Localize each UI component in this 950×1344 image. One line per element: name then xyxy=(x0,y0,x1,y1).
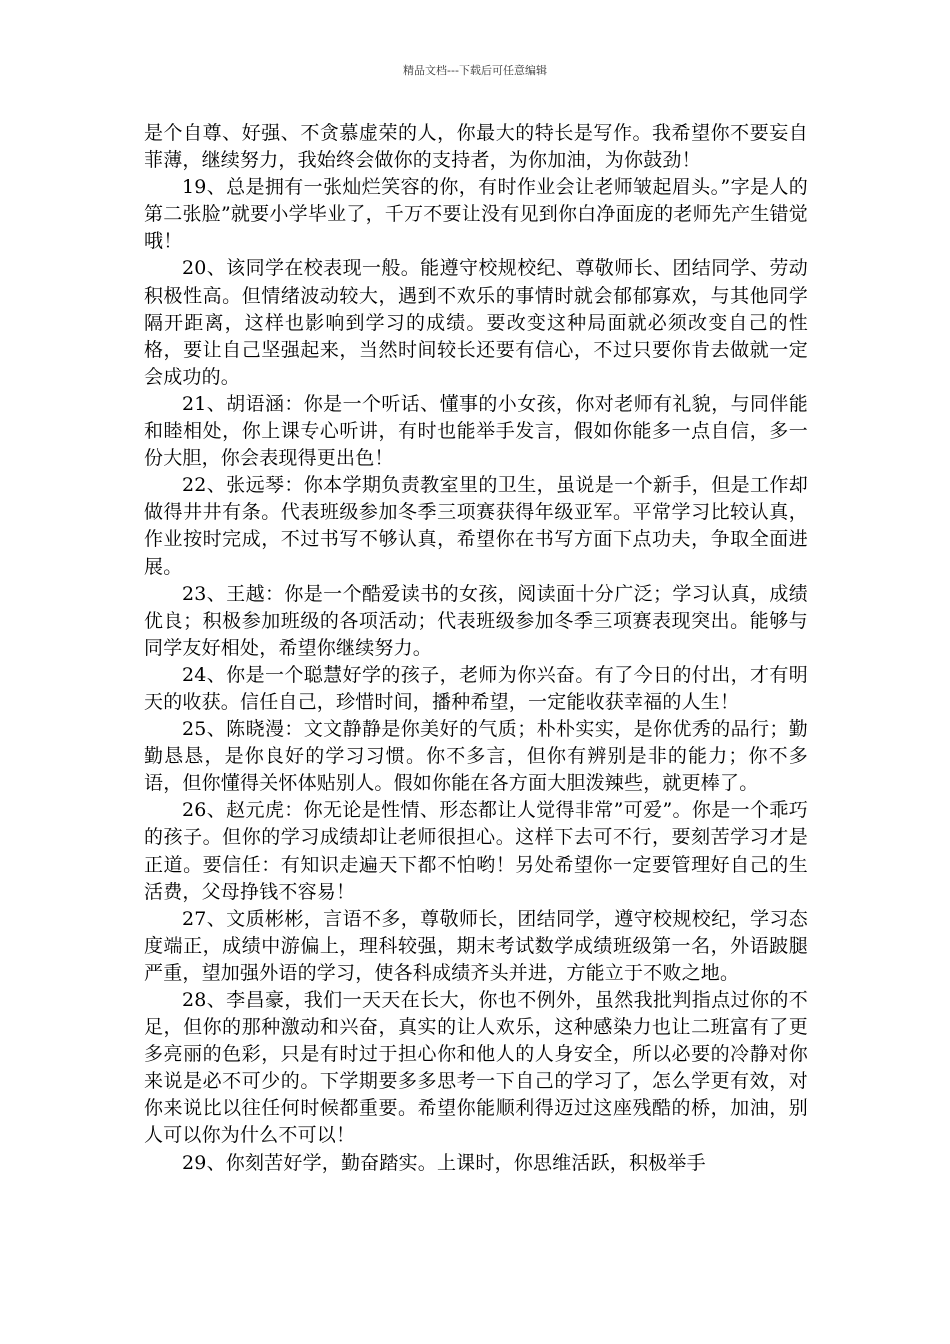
page-header: 精品文档---下载后可任意编辑 xyxy=(403,64,547,77)
paragraph-27: 27、文质彬彬，言语不多，尊敬师长，团结同学，遵守校规校纪，学习态度端正，成绩中游偏上，理科较强，期末考试数学成绩班级第一名，外语跛腿严重，望加强外语的学习，使各科成绩齐头并进，方能立于不败之地。 xyxy=(144,907,808,984)
paragraph-19: 19、总是拥有一张灿烂笑容的你，有时作业会让老师皱起眉头。”字是人的第二张脸”就要小学毕业了，千万不要让没有见到你白净面庞的老师先产生错觉哦！ xyxy=(144,176,808,253)
paragraph-24: 24、你是一个聪慧好学的孩子，老师为你兴奋。有了今日的付出，才有明天的收获。信任自己，珍惜时间，播种希望，一定能收获幸福的人生！ xyxy=(144,663,808,713)
paragraph-28: 28、李昌豪，我们一天天在长大，你也不例外，虽然我批判指点过你的不足，但你的那种激动和兴奋，真实的让人欢乐，这种感染力也让二班富有了更多亮丽的色彩，只是有时过于担心你和他人的人身安全，所以必要的冷静对你来说是必不可少的。下学期要多多思考一下自己的学习了，怎么学更有效，对你来说比以往任何时候都重要。希望你能顺利得迈过这座残酷的桥，加油，别人可以你为什么不可以！ xyxy=(144,989,808,1147)
paragraph-continued: 是个自尊、好强、不贪慕虚荣的人，你最大的特长是写作。我希望你不要妄自菲薄，继续努力，我始终会做你的支持者，为你加油，为你鼓劲！ xyxy=(144,122,808,172)
paragraph-22: 22、张远琴：你本学期负责教室里的卫生，虽说是一个新手，但是工作却做得井井有条。代表班级参加冬季三项赛获得年级亚军。平常学习比较认真，作业按时完成，不过书写不够认真，希望你在书写方面下点功夫，争取全面进展。 xyxy=(144,474,808,578)
paragraph-21: 21、胡语涵：你是一个听话、懂事的小女孩，你对老师有礼貌，与同伴能和睦相处，你上课专心听讲，有时也能举手发言，假如你能多一点自信，多一份大胆，你会表现得更出色！ xyxy=(144,392,808,470)
paragraph-25: 25、陈晓漫：文文静静是你美好的气质；朴朴实实，是你优秀的品行；勤勤恳恳，是你良好的学习习惯。你不多言，但你有辨别是非的能力；你不多语，但你懂得关怀体贴别人。假如你能在各方面大胆泼辣些，就更棒了。 xyxy=(144,718,808,795)
document-body xyxy=(144,120,808,1177)
paragraph-29: 29、你刻苦好学，勤奋踏实。上课时，你思维活跃，积极举手 xyxy=(182,1151,706,1174)
paragraph-20: 20、该同学在校表现一般。能遵守校规校纪、尊敬师长、团结同学、劳动积极性高。但情绪波动较大，遇到不欢乐的事情时就会郁郁寡欢，与其他同学隔开距离，这样也影响到学习的成绩。要改变这种局面就必须改变自己的性格，要让自己坚强起来，当然时间较长还要有信心，不过只要你肯去做就一定会成功的。 xyxy=(144,257,808,388)
paragraph-26: 26、赵元虎：你无论是性情、形态都让人觉得非常”可爱”。你是一个乖巧的孩子。但你的学习成绩却让老师很担心。这样下去可不行，要刻苦学习才是正道。要信任：有知识走遍天下都不怕哟！另处希望你一定要管理好自己的生活费，父母挣钱不容易！ xyxy=(144,799,808,903)
paragraph-23: 23、王越：你是一个酷爱读书的女孩，阅读面十分广泛；学习认真，成绩优良；积极参加班级的各项活动；代表班级参加冬季三项赛表现突出。能够与同学友好相处，希望你继续努力。 xyxy=(144,582,808,659)
